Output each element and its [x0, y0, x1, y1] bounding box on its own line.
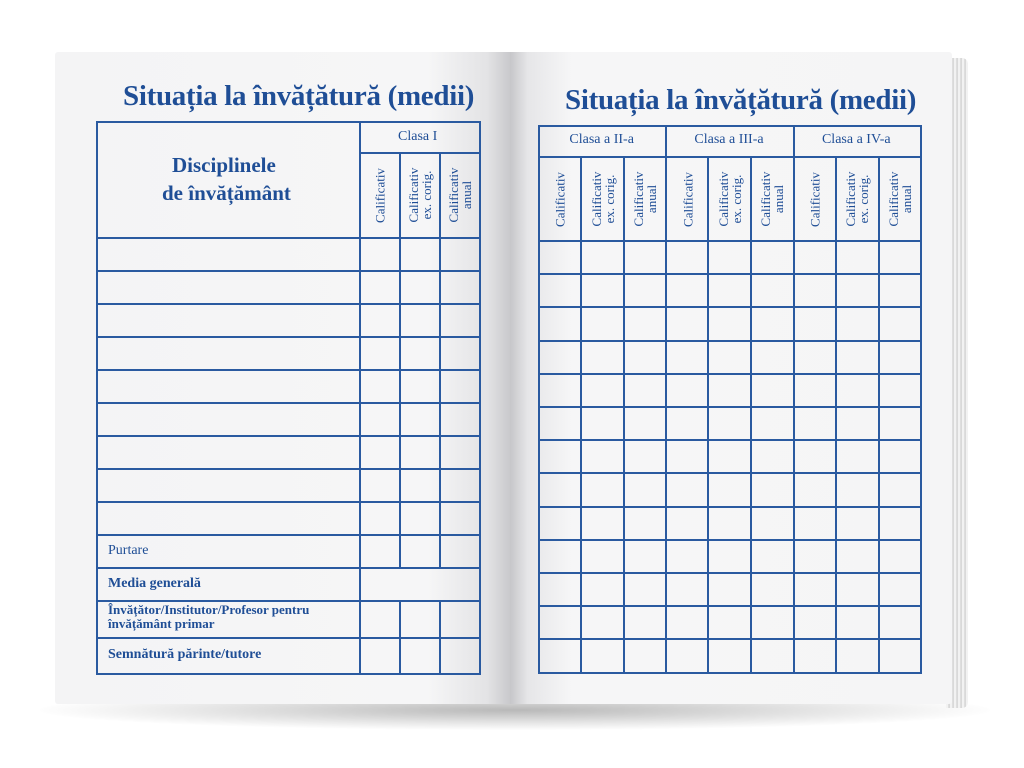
table-row-line	[538, 506, 922, 508]
column-header	[447, 155, 473, 235]
grade-column-divider	[878, 156, 880, 674]
column-header-line: Calificativ	[843, 171, 859, 227]
table-row-line	[538, 605, 922, 607]
table-top-border	[96, 121, 481, 123]
teacher-label: învățământ primar	[108, 616, 215, 631]
column-header-line: Calificativ	[885, 171, 901, 227]
average-label: Media generală	[108, 576, 201, 591]
table-row-line	[96, 468, 481, 470]
column-header-line: ex. corig.	[856, 174, 872, 224]
column-header-line: Calificativ	[631, 171, 647, 227]
column-header-line: anual	[898, 184, 914, 214]
table-left-border	[96, 121, 98, 675]
signature-label: Semnătură părinte/tutore	[108, 647, 262, 662]
class-header: Clasa I	[398, 129, 438, 144]
column-header-line: anual	[771, 184, 787, 214]
table-row-line	[96, 534, 481, 536]
discipline-column-divider	[359, 121, 361, 675]
grade-column-divider	[399, 152, 401, 569]
grade-column-divider	[623, 156, 625, 674]
table-row-line	[96, 567, 481, 569]
column-header	[808, 159, 821, 239]
class-header-divider	[538, 156, 922, 158]
table-row-line	[96, 402, 481, 404]
column-header-line: Calificativ	[807, 171, 823, 227]
left-page-title: Situația la învățătură (medii)	[123, 80, 475, 112]
column-header	[407, 155, 433, 235]
table-row-line	[96, 303, 481, 305]
class-header: Clasa a III-a	[694, 132, 764, 147]
table-row-line	[538, 373, 922, 375]
header-bottom-border	[538, 240, 922, 242]
table-row-line	[96, 501, 481, 503]
table-row-line	[538, 406, 922, 408]
header-bottom-border	[96, 237, 481, 239]
class-group-divider	[665, 125, 667, 674]
table-row-line	[96, 270, 481, 272]
right-page	[510, 52, 952, 704]
table-row-line	[538, 539, 922, 541]
column-header-line: Calificativ	[716, 171, 731, 227]
column-header	[759, 159, 785, 239]
table-row-line	[538, 306, 922, 308]
teacher-label: Învățător/Institutor/Profesor pentru	[108, 602, 310, 617]
table-row-line	[538, 572, 922, 574]
class-header: Clasa a IV-a	[821, 132, 891, 147]
class-header: Clasa a II-a	[569, 132, 634, 147]
left-page	[55, 52, 510, 704]
column-header-line: ex. corig.	[729, 174, 744, 224]
column-header-line: Calificativ	[552, 171, 568, 227]
class-group-divider	[793, 125, 795, 674]
column-header-line: ex. corig.	[419, 170, 434, 220]
column-header	[844, 159, 870, 239]
table-row-line	[538, 472, 922, 474]
column-header-line: ex. corig.	[601, 174, 617, 224]
column-header-line: Calificativ	[406, 167, 421, 223]
column-header	[681, 159, 694, 239]
column-header	[554, 159, 567, 239]
table-left-border	[538, 125, 540, 674]
grade-column-divider	[580, 156, 582, 674]
table-row-line	[538, 273, 922, 275]
column-header-line: Calificativ	[372, 167, 388, 223]
column-header	[632, 159, 658, 239]
table-row-line	[538, 638, 922, 640]
column-header-line: anual	[459, 180, 474, 210]
table-bottom-border	[96, 673, 481, 675]
column-header-line: anual	[644, 184, 660, 214]
class-header-divider	[359, 152, 481, 154]
grade-column-divider	[750, 156, 752, 674]
table-right-border	[479, 121, 481, 675]
column-header	[590, 159, 616, 239]
column-header	[717, 159, 743, 239]
table-row-line	[96, 435, 481, 437]
table-top-border	[538, 125, 922, 127]
conduct-label: Purtare	[108, 543, 149, 558]
column-header-line: Calificativ	[588, 171, 604, 227]
table-right-border	[920, 125, 922, 674]
table-row-line	[96, 336, 481, 338]
disciplines-header: Disciplinele	[172, 153, 276, 177]
table-row-line	[96, 369, 481, 371]
column-header	[887, 159, 913, 239]
right-page-title: Situația la învățătură (medii)	[565, 84, 917, 116]
disciplines-header: de învățământ	[162, 181, 291, 205]
table-row-line	[538, 340, 922, 342]
grade-column-divider	[439, 152, 441, 569]
column-header-line: Calificativ	[758, 171, 774, 227]
column-header	[374, 155, 387, 235]
table-row-line	[538, 439, 922, 441]
grade-column-divider	[835, 156, 837, 674]
column-header-line: Calificativ	[446, 167, 461, 223]
column-header-line: Calificativ	[680, 171, 696, 227]
table-bottom-border	[538, 672, 922, 674]
grade-column-divider	[707, 156, 709, 674]
table-row-line	[96, 637, 481, 639]
